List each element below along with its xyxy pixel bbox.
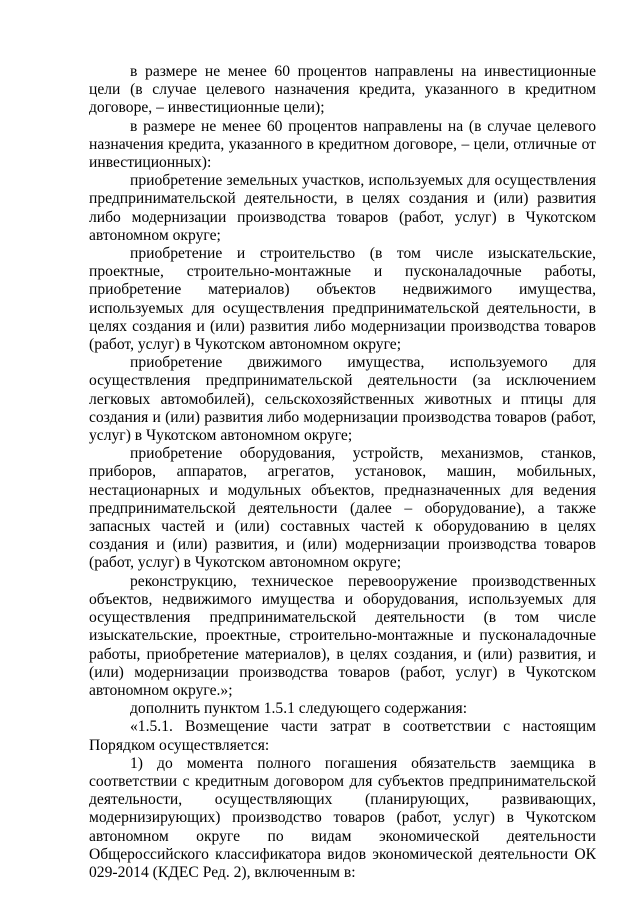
paragraph-land-plots: приобретение земельных участков, используемых для осуществления предпринимательской деятельности, в целях создания и (или) развития либо модернизации производства товаров (работ, услуг) в Чукотском автономном округе; — [89, 172, 596, 244]
paragraph-movable-property: приобретение движимого имущества, используемого для осуществления предпринимательской деятельности (за исключением легковых автомобилей), сельскохозяйственных животных и птицы для создания и (или) развития либо модернизации производства товаров (работ, услуг) в Чукотском автономном округе; — [89, 354, 596, 445]
paragraph-amendment-intro: дополнить пунктом 1.5.1 следующего содержания: — [130, 700, 468, 718]
paragraph-investment-goals: в размере не менее 60 процентов направлены на инвестиционные цели (в случае целевого назначения кредита, указанного в кредитном договоре, – инвестиционные цели); — [89, 63, 596, 117]
paragraph-item-1: 1) до момента полного погашения обязательств заемщика в соответствии с кредитным договором для субъектов предпринимательской деятельности, осуществляющих (планирующих, развивающих, модернизирующих) производство товаров (работ, услуг) в Чукотском автономном округе по видам экономической деятельности Общероссийского классификатора видов экономической деятельности ОК 029-2014 (КДЕС Ред. 2), включенным в: — [89, 754, 596, 881]
paragraph-construction: приобретение и строительство (в том числе изыскательские, проектные, строительно-монтажные и пусконаладочные работы, приобретение материалов) объектов недвижимого имущества, используемых для осуществления предпринимательской деятельности, в целях создания и (или) развития либо модернизации производства товаров (работ, услуг) в Чукотском автономном округе; — [89, 245, 596, 354]
paragraph-other-goals: в размере не менее 60 процентов направлены на (в случае целевого назначения кредита, указанного в кредитном договоре, – цели, отличные от инвестиционных): — [89, 117, 596, 172]
paragraph-equipment: приобретение оборудования, устройств, механизмов, станков, приборов, аппаратов, агрегатов, установок, машин, мобильных, нестационарных и модульных объектов, предназначенных для ведения предпринимательской деятельности (далее – оборудование), а также запасных частей и (или) составных частей к оборудованию в целях создания и (или) развития, и (или) модернизации производства товаров (работ, услуг) в Чукотском автономном округе; — [89, 445, 596, 572]
paragraph-reconstruction: реконструкцию, техническое перевооружение производственных объектов, недвижимого имущества и оборудования, используемых для осуществления предпринимательской деятельности (в том числе изыскательские, проектные, строительно-монтажные и пусконаладочные работы, приобретение материалов), в целях создания, и (или) развития, и (или) модернизации производства товаров (работ, услуг) в Чукотском автономном округе.»; — [89, 572, 596, 699]
paragraph-clause-1-5-1: «1.5.1. Возмещение части затрат в соответствии с настоящим Порядком осуществляется: — [89, 718, 596, 754]
document-body — [89, 63, 596, 882]
